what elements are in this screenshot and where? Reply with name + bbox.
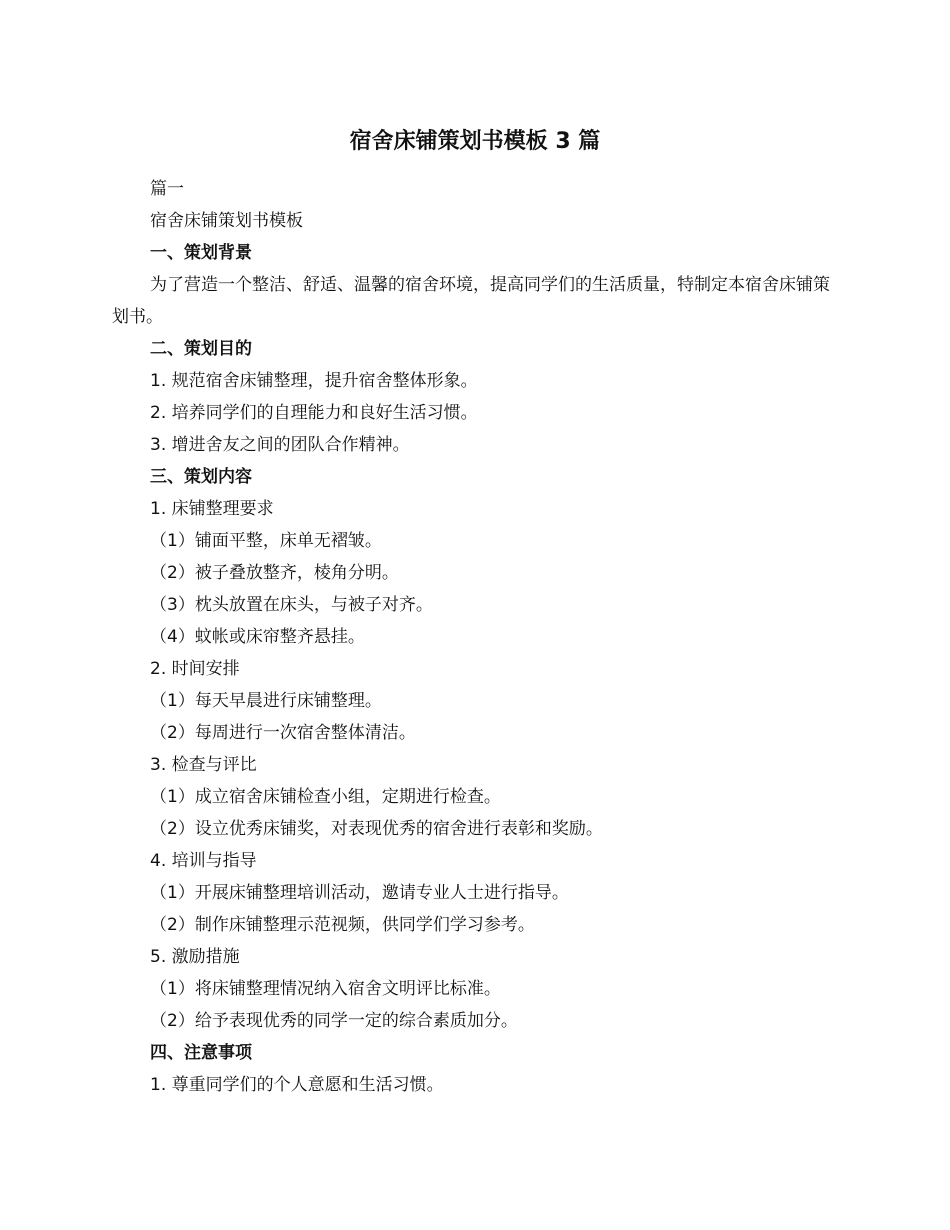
content-list-item: （2）制作床铺整理示范视频，供同学们学习参考。 (150, 915, 535, 935)
content-group-title: 1. 床铺整理要求 (150, 499, 274, 519)
notes-item: 1. 尊重同学们的个人意愿和生活习惯。 (150, 1075, 444, 1095)
section-heading-notes: 四、注意事项 (150, 1043, 252, 1063)
content-list-item: （1）开展床铺整理培训活动，邀请专业人士进行指导。 (150, 883, 569, 903)
content-group-title: 3. 检查与评比 (150, 755, 257, 775)
purpose-item: 3. 增进舍友之间的团队合作精神。 (150, 435, 410, 455)
document-subtitle: 宿舍床铺策划书模板 (150, 211, 303, 231)
purpose-item: 1. 规范宿舍床铺整理，提升宿舍整体形象。 (150, 371, 478, 391)
content-group-title: 5. 激励措施 (150, 947, 240, 967)
content-list-item: （2）给予表现优秀的同学一定的综合素质加分。 (150, 1011, 518, 1031)
content-list-item: （1）将床铺整理情况纳入宿舍文明评比标准。 (150, 979, 501, 999)
purpose-item: 2. 培养同学们的自理能力和良好生活习惯。 (150, 403, 478, 423)
content-list-item: （1）每天早晨进行床铺整理。 (150, 691, 382, 711)
content-list-item: （2）设立优秀床铺奖，对表现优秀的宿舍进行表彰和奖励。 (150, 819, 603, 839)
content-list-item: （3）枕头放置在床头，与被子对齐。 (150, 595, 433, 615)
background-paragraph: 为了营造一个整洁、舒适、温馨的宿舍环境，提高同学们的生活质量，特制定本宿舍床铺策划书。 (112, 275, 830, 327)
document-title: 宿舍床铺策划书模板 3 篇 (349, 129, 601, 154)
content-list-item: （1）成立宿舍床铺检查小组，定期进行检查。 (150, 787, 501, 807)
content-group-title: 2. 时间安排 (150, 659, 240, 679)
content-list-item: （2）每周进行一次宿舍整体清洁。 (150, 723, 416, 743)
content-list-item: （2）被子叠放整齐，棱角分明。 (150, 563, 399, 583)
content-list-item: （4）蚊帐或床帘整齐悬挂。 (150, 627, 365, 647)
document-body (112, 173, 844, 1101)
content-group-title: 4. 培训与指导 (150, 851, 257, 871)
content-list-item: （1）铺面平整，床单无褶皱。 (150, 531, 382, 551)
part-label: 篇一 (150, 179, 184, 199)
section-heading-purpose: 二、策划目的 (150, 339, 252, 359)
section-heading-background: 一、策划背景 (150, 243, 252, 263)
section-heading-content: 三、策划内容 (150, 467, 252, 487)
